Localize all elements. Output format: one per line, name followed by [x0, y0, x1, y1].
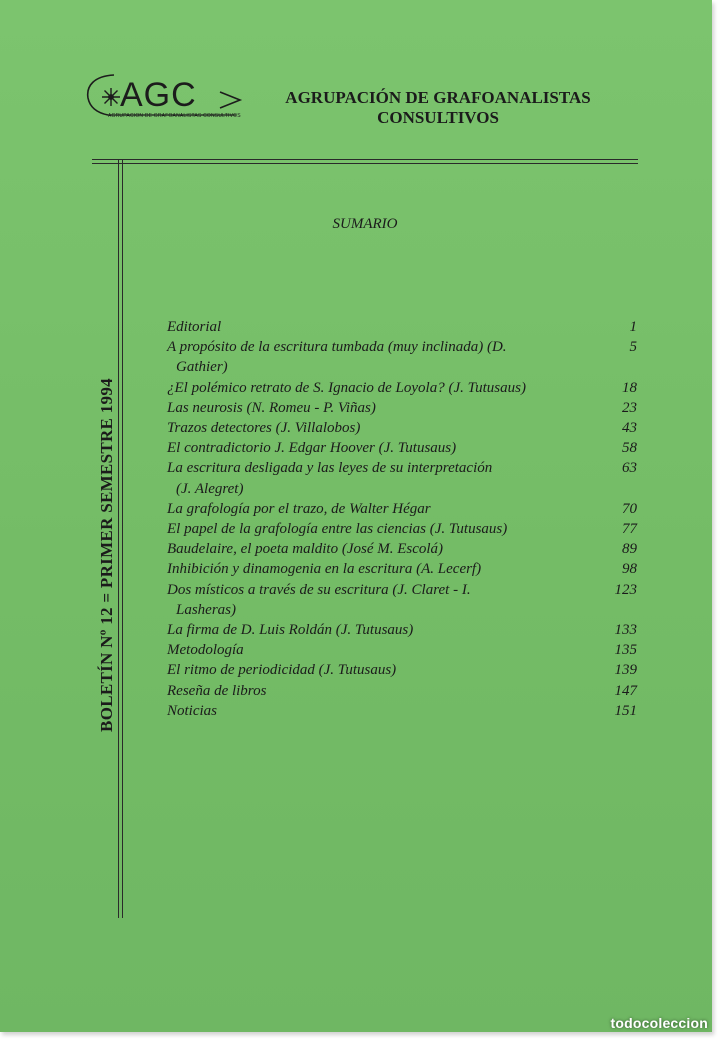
- toc-entry-title: [167, 701, 587, 721]
- toc-entry-title-line: Noticias: [167, 702, 218, 719]
- toc-entry-title-line: La escritura desligada y las leyes de su interpretación: [167, 460, 493, 477]
- toc-entry-page: 18: [622, 379, 637, 396]
- toc-entry: [167, 499, 639, 519]
- spine-rule-left: [118, 160, 119, 918]
- organization-title-line-1: AGRUPACIÓN DE GRAFOANALISTAS: [285, 88, 591, 107]
- toc-entry-title: [167, 378, 587, 398]
- toc-entry: [167, 580, 639, 620]
- toc-entry-title: [167, 559, 587, 579]
- header-rule-bottom: [92, 163, 638, 164]
- toc-entry: [167, 458, 639, 498]
- toc-entry-title-line: El ritmo de periodicidad (J. Tutusaus): [167, 662, 397, 679]
- toc-entry-page: 1: [629, 319, 637, 335]
- toc-entry-title: [167, 580, 587, 620]
- toc-entry-title: [167, 499, 587, 519]
- spine-rule-right: [122, 160, 123, 918]
- sumario-heading: SUMARIO: [332, 216, 398, 232]
- toc-entry: [167, 620, 639, 640]
- toc-entry-page: 77: [622, 521, 637, 538]
- toc-entry: [167, 701, 639, 721]
- toc-entry: [167, 660, 639, 680]
- toc-entry-title: [167, 539, 587, 559]
- toc-entry-page: 151: [614, 702, 637, 719]
- organization-title-line-2: CONSULTIVOS: [377, 108, 499, 127]
- toc-entry-page: 139: [614, 662, 637, 679]
- toc-entry: [167, 681, 639, 701]
- toc-entry-title: [167, 398, 587, 418]
- toc-entry-page: 58: [622, 440, 637, 457]
- toc-entry-page: 43: [622, 420, 637, 437]
- toc-entry-page: 123: [614, 581, 637, 598]
- toc-entry-title: [167, 660, 587, 680]
- toc-entry: [167, 539, 639, 559]
- toc-entry-title-line: Trazos detectores (J. Villalobos): [167, 420, 361, 437]
- toc-entry-title: [167, 681, 587, 701]
- toc-entry-title-line: Editorial: [167, 319, 222, 335]
- toc-entry-title-line: Las neurosis (N. Romeu - P. Viñas): [167, 399, 376, 416]
- toc-entry: [167, 378, 639, 398]
- toc-entry-title-line: A propósito de la escritura tumbada (muy inclinada) (D.: [167, 339, 507, 356]
- toc-entry-page: 70: [622, 500, 637, 517]
- toc-entry-page: 133: [614, 622, 637, 639]
- toc-entry-title-line: Inhibición y dinamogenia en la escritura (A. Lecerf): [167, 561, 482, 578]
- toc-entry: [167, 519, 639, 539]
- agc-logo: [86, 72, 246, 128]
- toc-entry-title-line: Lasheras): [176, 601, 237, 618]
- toc-entry: [167, 640, 639, 660]
- toc-entry-title-line: La grafología por el trazo, de Walter Hégar: [167, 500, 431, 517]
- watermark: todocoleccion: [610, 1015, 708, 1031]
- toc-entry-title-line: El papel de la grafología entre las ciencias (J. Tutusaus): [167, 521, 508, 538]
- toc-entry: [167, 337, 639, 377]
- toc-entry: [167, 438, 639, 458]
- toc-entry-title-line: Reseña de libros: [167, 682, 267, 699]
- table-of-contents: [167, 317, 639, 721]
- toc-entry-page: 135: [614, 642, 637, 659]
- toc-entry-page: 63: [622, 460, 637, 477]
- logo-letters: AGC: [120, 76, 197, 114]
- header-rule-top: [92, 159, 638, 160]
- toc-entry-page: 147: [614, 682, 637, 699]
- logo-subtitle: AGRUPACION DE GRAFOANALISTAS CONSULTIVOS: [108, 113, 241, 119]
- toc-entry-page: 89: [622, 541, 637, 558]
- toc-entry: [167, 317, 639, 337]
- toc-entry-title-line: ¿El polémico retrato de S. Ignacio de Loyola? (J. Tutusaus): [167, 379, 526, 396]
- organization-title: [258, 88, 618, 128]
- toc-entry: [167, 559, 639, 579]
- toc-entry-page: 23: [622, 399, 637, 416]
- toc-entry: [167, 398, 639, 418]
- toc-entry-title-line: La firma de D. Luis Roldán (J. Tutusaus): [167, 622, 414, 639]
- toc-entry-title: [167, 458, 587, 498]
- toc-entry-page: 98: [622, 561, 637, 578]
- toc-entry-title: [167, 519, 587, 539]
- toc-entry: [167, 418, 639, 438]
- toc-entry-title-line: Dos místicos a través de su escritura (J. Claret - I.: [167, 581, 471, 598]
- toc-entry-title-line: Baudelaire, el poeta maldito (José M. Escolá): [167, 541, 444, 558]
- toc-entry-title-line: Metodología: [167, 642, 244, 659]
- toc-entry-title-line: Gathier): [176, 359, 228, 376]
- toc-entry-title-line: El contradictorio J. Edgar Hoover (J. Tutusaus): [167, 440, 457, 457]
- toc-entry-title-line: (J. Alegret): [176, 480, 244, 497]
- toc-entry-title: [167, 317, 587, 337]
- toc-entry-title: [167, 640, 587, 660]
- toc-entry-page: 5: [629, 339, 637, 356]
- toc-entry-title: [167, 438, 587, 458]
- toc-entry-title: [167, 620, 587, 640]
- spine-label: [97, 355, 116, 755]
- toc-entry-title: [167, 418, 587, 438]
- toc-entry-title: [167, 337, 587, 377]
- bulletin-issue-label: BOLETÍN Nº 12 = PRIMER SEMESTRE 1994: [97, 378, 116, 732]
